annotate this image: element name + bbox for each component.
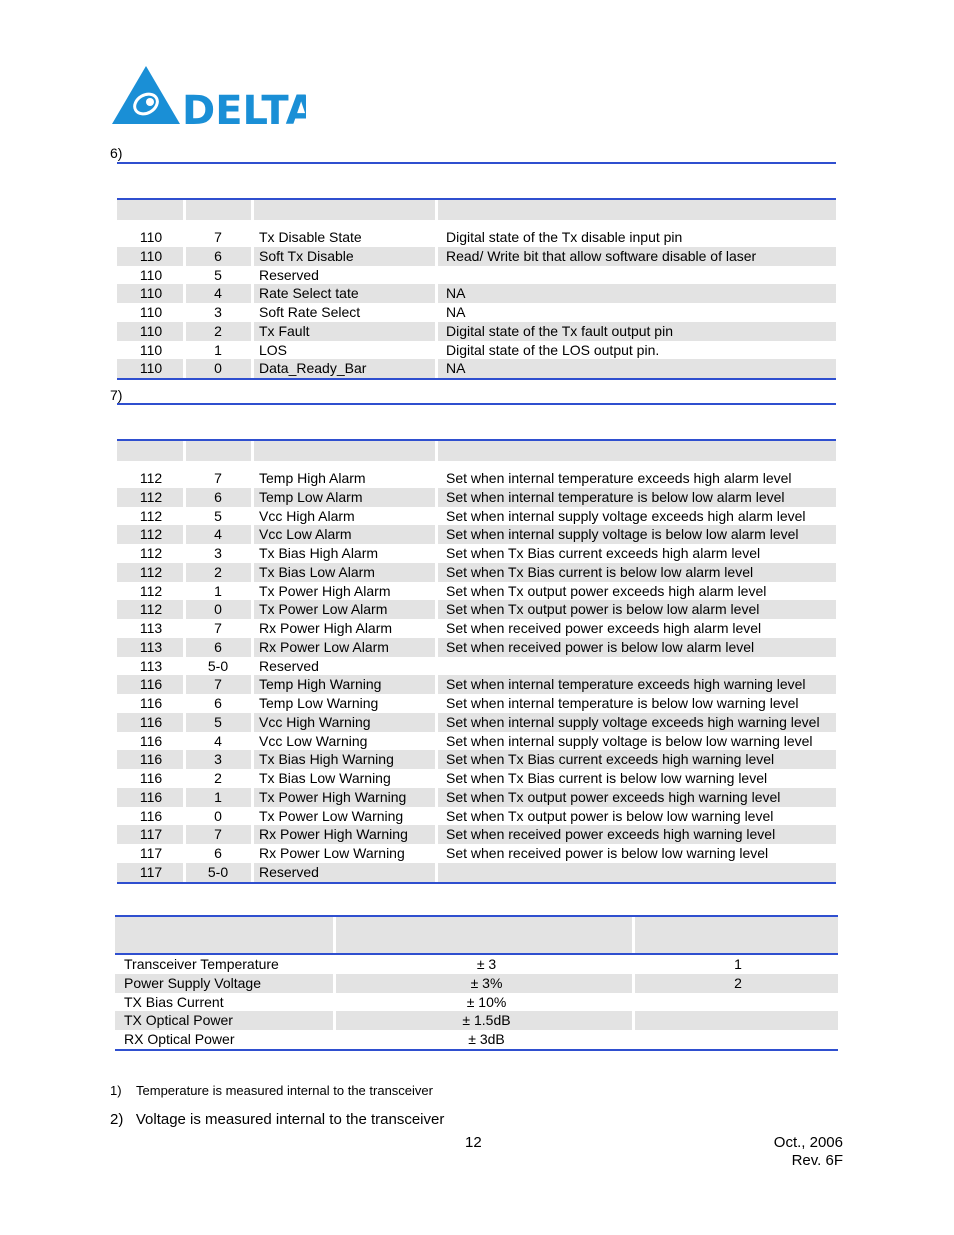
- table-row: [117, 600, 836, 619]
- table-cell: Digital state of the Tx fault output pin: [446, 322, 673, 339]
- table-row: [117, 582, 836, 601]
- table-cell: 112: [139, 545, 163, 561]
- table-cell: 3: [214, 304, 222, 320]
- table-row: [117, 675, 836, 694]
- table-cell: 116: [139, 695, 163, 711]
- table-cell: Tx Power Low Warning: [259, 807, 404, 824]
- table-cell: 3: [214, 545, 222, 561]
- table-cell: 4: [214, 732, 222, 749]
- table-cell: Tx Bias High Warning: [259, 751, 394, 768]
- table-row: [115, 1011, 838, 1030]
- table-row: [117, 619, 836, 638]
- note-1: 1) Temperature is measured internal to the transceiver: [110, 1083, 433, 1098]
- table-row: [117, 563, 836, 582]
- table-row: [117, 544, 836, 563]
- table-cell: 2: [214, 563, 222, 580]
- table-row: [117, 825, 836, 844]
- table-row: [117, 638, 836, 657]
- table-cell: Rx Power Low Alarm: [259, 638, 389, 655]
- table-cell: Set when Tx output power exceeds high warning level: [446, 788, 781, 805]
- table-row: [115, 955, 838, 974]
- table-cell: ± 10%: [466, 993, 507, 1010]
- table-cell: 110: [139, 304, 163, 320]
- table-cell: Tx Disable State: [259, 229, 362, 245]
- table-row: [117, 788, 836, 807]
- table-cell: NA: [446, 360, 466, 377]
- table-cell: ± 3dB: [468, 1031, 505, 1047]
- table-cell: 113: [139, 638, 163, 655]
- table-cell: NA: [446, 304, 466, 320]
- table-cell: 1: [214, 582, 222, 599]
- accuracy-table: [115, 915, 838, 1051]
- table-cell: 1: [214, 788, 222, 805]
- table-cell: 112: [139, 601, 163, 618]
- table-cell: 7: [214, 229, 222, 245]
- table-cell: 2: [734, 974, 742, 991]
- table-cell: 110: [139, 229, 163, 245]
- table-row: [117, 359, 836, 378]
- table-cell: 110: [139, 247, 163, 264]
- table-cell: Transceiver Temperature: [124, 956, 279, 972]
- footer-date: Oct., 2006: [773, 1134, 843, 1151]
- table-row: [115, 974, 838, 993]
- footer-revision: Rev. 6F: [791, 1152, 843, 1169]
- table-row: [117, 488, 836, 507]
- table-cell: 116: [139, 788, 163, 805]
- table-cell: Tx Bias Low Warning: [259, 770, 391, 786]
- table-cell: 0: [214, 360, 222, 377]
- table-cell: 3: [214, 751, 222, 768]
- table-cell: Tx Fault: [259, 322, 310, 339]
- table-row: [117, 266, 836, 285]
- table-cell: Set when Tx Bias current exceeds high warning level: [446, 751, 775, 768]
- table-row: [117, 863, 836, 882]
- table-cell: 4: [214, 526, 222, 543]
- table-cell: ± 3%: [470, 974, 503, 991]
- table-cell: Set when Tx Bias current exceeds high alarm level: [446, 545, 761, 561]
- table-cell: Vcc Low Alarm: [259, 526, 352, 543]
- table-cell: Set when received power is below low alarm level: [446, 638, 755, 655]
- table-cell: 116: [139, 807, 163, 824]
- table-cell: Set when Tx output power is below low alarm level: [446, 601, 760, 618]
- table-cell: 110: [139, 266, 163, 283]
- table-row: [117, 228, 836, 247]
- delta-logo: [110, 64, 306, 128]
- table-cell: Set when internal temperature is below low warning level: [446, 695, 799, 711]
- table-cell: Rx Power High Alarm: [259, 620, 393, 636]
- table-cell: Soft Rate Select: [259, 304, 361, 320]
- table-cell: 7: [214, 676, 222, 693]
- table-cell: 4: [214, 285, 222, 302]
- table-cell: Set when received power exceeds high alarm level: [446, 620, 762, 636]
- table-cell: Vcc Low Warning: [259, 732, 368, 749]
- table-cell: 112: [139, 582, 163, 599]
- table-cell: Set when internal supply voltage is below low alarm level: [446, 526, 799, 543]
- table-cell: ± 1.5dB: [462, 1012, 511, 1029]
- table-row: [117, 525, 836, 544]
- table-cell: Reserved: [259, 863, 319, 880]
- table-cell: 112: [139, 526, 163, 543]
- table-cell: Set when received power is below low warning level: [446, 845, 769, 861]
- table-row: [117, 713, 836, 732]
- table-cell: 5-0: [207, 863, 229, 880]
- table-row: [117, 769, 836, 788]
- table-cell: Temp High Warning: [259, 676, 382, 693]
- table-cell: Set when Tx output power is below low warning level: [446, 807, 774, 824]
- table-cell: Digital state of the Tx disable input pin: [446, 229, 683, 245]
- table-row: [117, 469, 836, 488]
- note-2: 2) Voltage is measured internal to the transceiver: [110, 1111, 445, 1128]
- table-cell: TX Optical Power: [124, 1012, 233, 1029]
- table-cell: 0: [214, 807, 222, 824]
- table-cell: 2: [214, 770, 222, 786]
- table-cell: 112: [139, 507, 163, 524]
- table-cell: 116: [139, 732, 163, 749]
- table-cell: Tx Power High Warning: [259, 788, 407, 805]
- table-cell: Vcc High Alarm: [259, 507, 355, 524]
- table-cell: 117: [139, 845, 163, 861]
- table-cell: NA: [446, 285, 466, 302]
- table-cell: 5: [214, 507, 222, 524]
- alarm-warning-table: [117, 439, 836, 884]
- table-cell: Set when internal supply voltage is below low warning level: [446, 732, 813, 749]
- table-cell: Set when Tx Bias current is below low alarm level: [446, 563, 754, 580]
- table-cell: Digital state of the LOS output pin.: [446, 341, 660, 358]
- table-cell: 117: [139, 863, 163, 880]
- table-row: [117, 732, 836, 751]
- table-cell: 5-0: [207, 657, 229, 674]
- table-row: [117, 303, 836, 322]
- table-cell: Set when internal supply voltage exceeds high alarm level: [446, 507, 806, 524]
- table-cell: 116: [139, 770, 163, 786]
- section-6-rule: [117, 162, 836, 164]
- table-cell: Data_Ready_Bar: [259, 360, 367, 377]
- table-cell: 110: [139, 360, 163, 377]
- table-cell: 6: [214, 247, 222, 264]
- table-cell: Temp Low Warning: [259, 695, 379, 711]
- table-cell: Rx Power High Warning: [259, 826, 408, 843]
- svg-text:DELTA: DELTA: [182, 88, 306, 128]
- table-header: [115, 917, 838, 953]
- table-cell: Temp Low Alarm: [259, 488, 363, 505]
- table-cell: Set when received power exceeds high warning level: [446, 826, 776, 843]
- table-cell: LOS: [259, 341, 288, 358]
- table-cell: Power Supply Voltage: [124, 974, 261, 991]
- table-cell: 1: [214, 341, 222, 358]
- table-cell: 7: [214, 470, 222, 486]
- table-cell: Tx Power High Alarm: [259, 582, 391, 599]
- table-cell: Set when internal temperature exceeds high warning level: [446, 676, 806, 693]
- table-body: [117, 469, 836, 882]
- table-cell: 6: [214, 845, 222, 861]
- table-row: [117, 844, 836, 863]
- table-cell: Tx Bias Low Alarm: [259, 563, 375, 580]
- table-row: [115, 1030, 838, 1049]
- table-cell: 5: [214, 713, 222, 730]
- table-cell: 6: [214, 488, 222, 505]
- table-cell: 6: [214, 638, 222, 655]
- table-row: [117, 750, 836, 769]
- table-cell: 116: [139, 676, 163, 693]
- table-cell: Rx Power Low Warning: [259, 845, 405, 861]
- table-cell: Reserved: [259, 266, 319, 283]
- table-cell: 110: [139, 341, 163, 358]
- table-row: [117, 807, 836, 826]
- table-row: [117, 657, 836, 676]
- section-6-label: 6): [110, 145, 123, 161]
- table-cell: Set when Tx output power exceeds high alarm level: [446, 582, 767, 599]
- table-cell: 112: [139, 470, 163, 486]
- table-cell: 110: [139, 285, 163, 302]
- table-row: [117, 341, 836, 360]
- table-cell: 112: [139, 488, 163, 505]
- table-cell: 0: [214, 601, 222, 618]
- table-row: [117, 507, 836, 526]
- table-cell: 113: [139, 657, 163, 674]
- table-cell: 113: [139, 620, 163, 636]
- table-cell: 1: [734, 956, 742, 972]
- page-number: 12: [465, 1134, 482, 1151]
- table-header: [117, 200, 836, 220]
- table-row: [117, 247, 836, 266]
- table-cell: 116: [139, 751, 163, 768]
- table-cell: 7: [214, 826, 222, 843]
- table-cell: Temp High Alarm: [259, 470, 366, 486]
- table-body: [115, 955, 838, 1049]
- table-cell: 110: [139, 322, 163, 339]
- table-cell: Set when Tx Bias current is below low warning level: [446, 770, 768, 786]
- table-row: [115, 993, 838, 1012]
- table-cell: Reserved: [259, 657, 319, 674]
- table-cell: 7: [214, 620, 222, 636]
- table-body: [117, 228, 836, 378]
- table-cell: Read/ Write bit that allow software disable of laser: [446, 247, 757, 264]
- table-row: [117, 322, 836, 341]
- table-cell: 6: [214, 695, 222, 711]
- status-control-table: [117, 198, 836, 380]
- table-header: [117, 441, 836, 461]
- table-cell: 112: [139, 563, 163, 580]
- table-cell: Vcc High Warning: [259, 713, 371, 730]
- table-row: [117, 694, 836, 713]
- table-cell: ± 3: [476, 956, 497, 972]
- table-cell: TX Bias Current: [124, 993, 224, 1010]
- table-cell: 116: [139, 713, 163, 730]
- table-cell: Set when internal temperature is below low alarm level: [446, 488, 785, 505]
- table-cell: Set when internal supply voltage exceeds high warning level: [446, 713, 820, 730]
- section-7-label: 7): [110, 387, 123, 403]
- table-cell: Rate Select tate: [259, 285, 359, 302]
- delta-logo-icon: [110, 64, 306, 128]
- table-cell: Set when internal temperature exceeds high alarm level: [446, 470, 792, 486]
- table-cell: RX Optical Power: [124, 1031, 235, 1047]
- table-cell: Soft Tx Disable: [259, 247, 354, 264]
- table-cell: 117: [139, 826, 163, 843]
- section-7-rule: [117, 403, 836, 405]
- table-cell: 2: [214, 322, 222, 339]
- table-cell: Tx Bias High Alarm: [259, 545, 379, 561]
- table-cell: Tx Power Low Alarm: [259, 601, 388, 618]
- table-cell: 5: [214, 266, 222, 283]
- table-row: [117, 284, 836, 303]
